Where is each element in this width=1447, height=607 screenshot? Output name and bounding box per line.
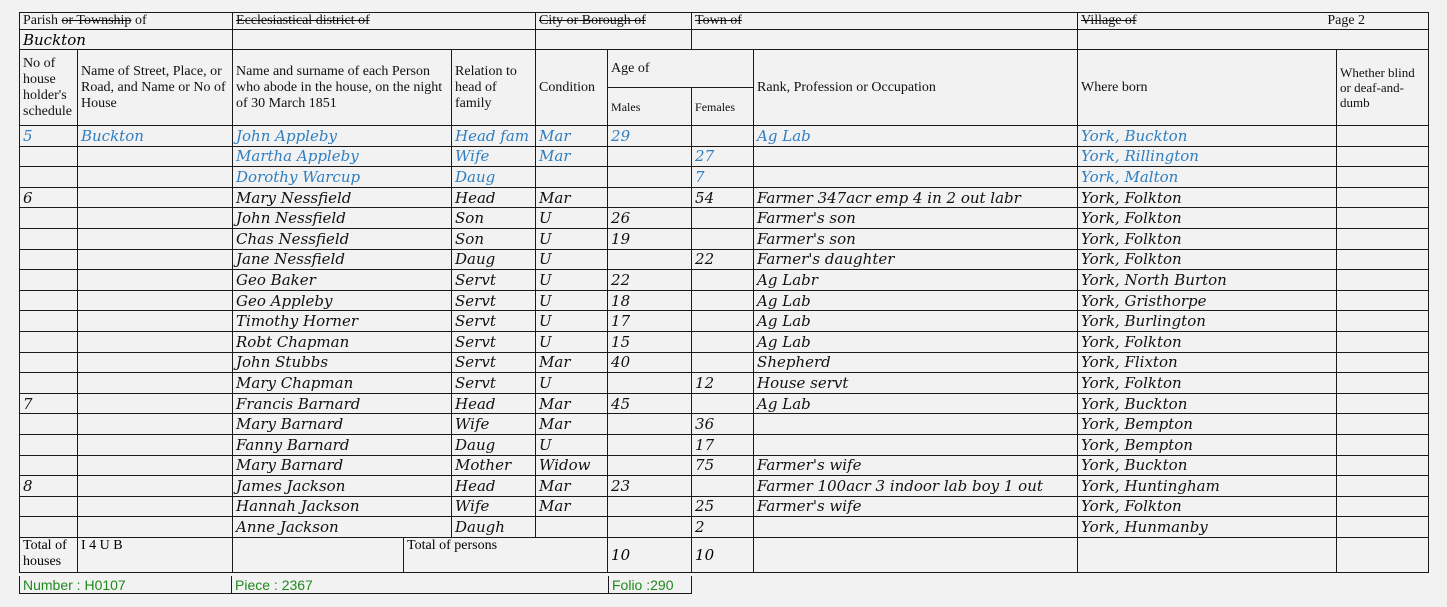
- relation-cell: Servt: [452, 290, 536, 311]
- female-age-cell: 75: [692, 455, 754, 476]
- relation-cell: Son: [452, 208, 536, 229]
- table-row: [20, 290, 1429, 311]
- condition-cell: Mar: [536, 414, 608, 435]
- occupation-cell: Shepherd: [754, 352, 1078, 373]
- column-header-row: [20, 50, 1429, 88]
- condition-cell: U: [536, 208, 608, 229]
- occupation-cell: Farmer 347acr emp 4 in 2 out labr: [754, 187, 1078, 208]
- condition-cell: Mar: [536, 393, 608, 414]
- street-cell: [78, 146, 233, 167]
- table-row: [20, 187, 1429, 208]
- name-cell: Francis Barnard: [233, 393, 452, 414]
- relation-cell: Wife: [452, 496, 536, 517]
- schedule-cell: [20, 290, 78, 311]
- entries: [20, 126, 1429, 538]
- female-age-cell: [692, 331, 754, 352]
- street-cell: [78, 352, 233, 373]
- blind-cell: [1337, 455, 1429, 476]
- birthplace-cell: York, Rillington: [1078, 146, 1337, 167]
- birthplace-cell: York, Folkton: [1078, 331, 1337, 352]
- relation-cell: Head: [452, 476, 536, 497]
- birthplace-cell: York, Folkton: [1078, 373, 1337, 394]
- name-cell: James Jackson: [233, 476, 452, 497]
- female-age-cell: [692, 126, 754, 147]
- birthplace-cell: York, Buckton: [1078, 126, 1337, 147]
- birthplace-cell: York, Burlington: [1078, 311, 1337, 332]
- male-age-cell: 18: [608, 290, 692, 311]
- schedule-cell: [20, 352, 78, 373]
- relation-cell: Wife: [452, 146, 536, 167]
- city-label: City or Borough of: [536, 13, 692, 30]
- table-row: [20, 414, 1429, 435]
- census-sheet: [19, 12, 1428, 573]
- total-persons-label: Total of persons: [407, 537, 498, 553]
- street-cell: [78, 476, 233, 497]
- blind-cell: [1337, 414, 1429, 435]
- name-cell: Hannah Jackson: [233, 496, 452, 517]
- name-cell: Mary Barnard: [233, 455, 452, 476]
- male-age-cell: [608, 455, 692, 476]
- occupation-cell: Ag Lab: [754, 290, 1078, 311]
- occupation-cell: Ag Labr: [754, 270, 1078, 291]
- table-row: [20, 146, 1429, 167]
- birthplace-cell: York, Folkton: [1078, 208, 1337, 229]
- table-row: [20, 228, 1429, 249]
- schedule-cell: [20, 496, 78, 517]
- condition-cell: U: [536, 228, 608, 249]
- schedule-cell: [20, 228, 78, 249]
- street-cell: [78, 249, 233, 270]
- birthplace-cell: York, Huntingham: [1078, 476, 1337, 497]
- condition-cell: U: [536, 373, 608, 394]
- schedule-cell: 7: [20, 393, 78, 414]
- occupation-cell: [754, 434, 1078, 455]
- relation-cell: Head: [452, 187, 536, 208]
- birthplace-cell: York, Bempton: [1078, 414, 1337, 435]
- male-age-cell: 22: [608, 270, 692, 291]
- table-row: [20, 476, 1429, 497]
- schedule-cell: 6: [20, 187, 78, 208]
- schedule-cell: [20, 331, 78, 352]
- relation-cell: Servt: [452, 373, 536, 394]
- blind-cell: [1337, 496, 1429, 517]
- street-cell: [78, 331, 233, 352]
- name-cell: John Nessfield: [233, 208, 452, 229]
- birthplace-cell: York, Folkton: [1078, 187, 1337, 208]
- folio-number: Folio :290: [608, 576, 692, 594]
- header-row: [20, 13, 1429, 30]
- male-age-cell: 45: [608, 393, 692, 414]
- male-age-cell: [608, 167, 692, 188]
- street-cell: Buckton: [78, 126, 233, 147]
- street-cell: [78, 373, 233, 394]
- name-cell: Mary Nessfield: [233, 187, 452, 208]
- blind-cell: [1337, 311, 1429, 332]
- street-cell: [78, 455, 233, 476]
- female-age-cell: 25: [692, 496, 754, 517]
- name-cell: Anne Jackson: [233, 517, 452, 538]
- female-age-cell: 17: [692, 434, 754, 455]
- schedule-cell: [20, 270, 78, 291]
- occupation-cell: Farmer's son: [754, 208, 1078, 229]
- female-age-cell: 36: [692, 414, 754, 435]
- name-cell: Geo Baker: [233, 270, 452, 291]
- census-table: [19, 12, 1429, 573]
- male-age-cell: [608, 146, 692, 167]
- male-age-cell: 40: [608, 352, 692, 373]
- occupation-cell: [754, 517, 1078, 538]
- town-label: Town of: [692, 13, 1078, 30]
- female-age-cell: 7: [692, 167, 754, 188]
- condition-cell: Mar: [536, 352, 608, 373]
- col-street: Name of Street, Place, or Road, and Name or No of House: [78, 50, 233, 126]
- relation-cell: Daug: [452, 167, 536, 188]
- relation-cell: Daugh: [452, 517, 536, 538]
- condition-cell: Widow: [536, 455, 608, 476]
- col-relation: Relation to head of family: [452, 50, 536, 126]
- schedule-cell: 8: [20, 476, 78, 497]
- blind-cell: [1337, 228, 1429, 249]
- condition-cell: Mar: [536, 146, 608, 167]
- relation-cell: Servt: [452, 311, 536, 332]
- birthplace-cell: York, Hunmanby: [1078, 517, 1337, 538]
- table-row: [20, 373, 1429, 394]
- blind-cell: [1337, 434, 1429, 455]
- blind-cell: [1337, 352, 1429, 373]
- birthplace-cell: York, Malton: [1078, 167, 1337, 188]
- male-age-cell: [608, 434, 692, 455]
- table-row: [20, 434, 1429, 455]
- street-cell: [78, 393, 233, 414]
- relation-cell: Daug: [452, 434, 536, 455]
- table-row: [20, 455, 1429, 476]
- col-condition: Condition: [536, 50, 608, 126]
- schedule-cell: [20, 167, 78, 188]
- relation-cell: Servt: [452, 331, 536, 352]
- table-row: [20, 393, 1429, 414]
- female-age-cell: 2: [692, 517, 754, 538]
- table-row: [20, 208, 1429, 229]
- blind-cell: [1337, 208, 1429, 229]
- ecclesiastical-label: Ecclesiastical district of: [233, 13, 536, 30]
- schedule-cell: [20, 517, 78, 538]
- blind-cell: [1337, 517, 1429, 538]
- occupation-cell: Farmer's son: [754, 228, 1078, 249]
- female-age-cell: 54: [692, 187, 754, 208]
- name-cell: Martha Appleby: [233, 146, 452, 167]
- birthplace-cell: York, North Burton: [1078, 270, 1337, 291]
- male-age-cell: 15: [608, 331, 692, 352]
- condition-cell: Mar: [536, 496, 608, 517]
- name-cell: Mary Barnard: [233, 414, 452, 435]
- street-cell: [78, 167, 233, 188]
- name-cell: John Appleby: [233, 126, 452, 147]
- female-age-cell: [692, 352, 754, 373]
- birthplace-cell: York, Buckton: [1078, 393, 1337, 414]
- table-row: [20, 167, 1429, 188]
- female-age-cell: [692, 476, 754, 497]
- condition-cell: U: [536, 434, 608, 455]
- male-age-cell: 26: [608, 208, 692, 229]
- total-females: 10: [692, 537, 754, 572]
- schedule-cell: [20, 373, 78, 394]
- name-cell: Fanny Barnard: [233, 434, 452, 455]
- occupation-cell: [754, 414, 1078, 435]
- relation-cell: Head fam: [452, 126, 536, 147]
- street-cell: [78, 208, 233, 229]
- blind-cell: [1337, 393, 1429, 414]
- piece-number: Piece : 2367: [231, 576, 609, 594]
- street-cell: [78, 228, 233, 249]
- schedule-cell: [20, 311, 78, 332]
- table-row: [20, 311, 1429, 332]
- condition-cell: U: [536, 311, 608, 332]
- col-females: Females: [692, 88, 754, 126]
- condition-cell: [536, 167, 608, 188]
- occupation-cell: Ag Lab: [754, 126, 1078, 147]
- schedule-cell: [20, 434, 78, 455]
- schedule-cell: [20, 455, 78, 476]
- condition-cell: [536, 517, 608, 538]
- occupation-cell: Farmer's wife: [754, 496, 1078, 517]
- blind-cell: [1337, 290, 1429, 311]
- birthplace-cell: York, Folkton: [1078, 496, 1337, 517]
- male-age-cell: [608, 187, 692, 208]
- male-age-cell: [608, 496, 692, 517]
- table-row: [20, 331, 1429, 352]
- female-age-cell: 12: [692, 373, 754, 394]
- parish-label: Parish or Township of: [20, 13, 233, 30]
- blind-cell: [1337, 373, 1429, 394]
- street-cell: [78, 517, 233, 538]
- total-houses-value: I 4 U B: [78, 537, 233, 572]
- female-age-cell: 22: [692, 249, 754, 270]
- name-cell: Dorothy Warcup: [233, 167, 452, 188]
- occupation-cell: [754, 146, 1078, 167]
- place-row: [20, 30, 1429, 50]
- occupation-cell: House servt: [754, 373, 1078, 394]
- birthplace-cell: York, Folkton: [1078, 249, 1337, 270]
- relation-cell: Daug: [452, 249, 536, 270]
- male-age-cell: 29: [608, 126, 692, 147]
- female-age-cell: [692, 270, 754, 291]
- page-number: Page 2: [1327, 13, 1366, 28]
- condition-cell: U: [536, 331, 608, 352]
- col-schedule: No of house holder's schedule: [20, 50, 78, 126]
- relation-cell: Servt: [452, 270, 536, 291]
- occupation-cell: Ag Lab: [754, 331, 1078, 352]
- blind-cell: [1337, 187, 1429, 208]
- birthplace-cell: York, Flixton: [1078, 352, 1337, 373]
- table-row: [20, 249, 1429, 270]
- occupation-cell: Farner's daughter: [754, 249, 1078, 270]
- birthplace-cell: York, Folkton: [1078, 228, 1337, 249]
- parish-name: Buckton: [20, 30, 233, 50]
- schedule-cell: [20, 414, 78, 435]
- record-number: Number : H0107: [19, 576, 232, 594]
- occupation-cell: [754, 167, 1078, 188]
- occupation-cell: Ag Lab: [754, 393, 1078, 414]
- male-age-cell: 17: [608, 311, 692, 332]
- col-blind: Whether blind or deaf-and-dumb: [1337, 50, 1429, 126]
- street-cell: [78, 187, 233, 208]
- name-cell: Robt Chapman: [233, 331, 452, 352]
- schedule-cell: [20, 146, 78, 167]
- street-cell: [78, 414, 233, 435]
- table-row: [20, 517, 1429, 538]
- col-age-of: Age of: [608, 50, 754, 88]
- blind-cell: [1337, 126, 1429, 147]
- street-cell: [78, 270, 233, 291]
- name-cell: Chas Nessfield: [233, 228, 452, 249]
- male-age-cell: 23: [608, 476, 692, 497]
- condition-cell: U: [536, 249, 608, 270]
- male-age-cell: [608, 517, 692, 538]
- blind-cell: [1337, 146, 1429, 167]
- condition-cell: Mar: [536, 476, 608, 497]
- male-age-cell: [608, 373, 692, 394]
- col-occupation: Rank, Profession or Occupation: [754, 50, 1078, 126]
- female-age-cell: [692, 228, 754, 249]
- female-age-cell: [692, 393, 754, 414]
- condition-cell: U: [536, 270, 608, 291]
- blind-cell: [1337, 249, 1429, 270]
- col-name: Name and surname of each Person who abode in the house, on the night of 30 March 1851: [233, 50, 452, 126]
- col-males: Males: [608, 88, 692, 126]
- female-age-cell: [692, 208, 754, 229]
- birthplace-cell: York, Buckton: [1078, 455, 1337, 476]
- male-age-cell: [608, 414, 692, 435]
- condition-cell: Mar: [536, 187, 608, 208]
- table-row: [20, 270, 1429, 291]
- schedule-cell: [20, 208, 78, 229]
- female-age-cell: [692, 290, 754, 311]
- total-persons-cell: [233, 537, 608, 572]
- name-cell: Geo Appleby: [233, 290, 452, 311]
- blind-cell: [1337, 270, 1429, 291]
- table-row: [20, 352, 1429, 373]
- street-cell: [78, 290, 233, 311]
- table-row: [20, 126, 1429, 147]
- male-age-cell: [608, 249, 692, 270]
- relation-cell: Servt: [452, 352, 536, 373]
- relation-cell: Wife: [452, 414, 536, 435]
- table-row: [20, 496, 1429, 517]
- total-houses-label: Total of houses: [20, 537, 78, 572]
- col-where-born: Where born: [1078, 50, 1337, 126]
- village-label: Village of Page 2: [1078, 13, 1429, 30]
- birthplace-cell: York, Bempton: [1078, 434, 1337, 455]
- name-cell: John Stubbs: [233, 352, 452, 373]
- relation-cell: Son: [452, 228, 536, 249]
- blind-cell: [1337, 476, 1429, 497]
- name-cell: Jane Nessfield: [233, 249, 452, 270]
- condition-cell: Mar: [536, 126, 608, 147]
- male-age-cell: 19: [608, 228, 692, 249]
- schedule-cell: 5: [20, 126, 78, 147]
- female-age-cell: 27: [692, 146, 754, 167]
- condition-cell: U: [536, 290, 608, 311]
- street-cell: [78, 434, 233, 455]
- occupation-cell: Ag Lab: [754, 311, 1078, 332]
- relation-cell: Mother: [452, 455, 536, 476]
- occupation-cell: Farmer's wife: [754, 455, 1078, 476]
- street-cell: [78, 496, 233, 517]
- total-males: 10: [608, 537, 692, 572]
- totals-row: [20, 537, 1429, 572]
- birthplace-cell: York, Gristhorpe: [1078, 290, 1337, 311]
- schedule-cell: [20, 249, 78, 270]
- blind-cell: [1337, 167, 1429, 188]
- occupation-cell: Farmer 100acr 3 indoor lab boy 1 out: [754, 476, 1078, 497]
- name-cell: Mary Chapman: [233, 373, 452, 394]
- relation-cell: Head: [452, 393, 536, 414]
- name-cell: Timothy Horner: [233, 311, 452, 332]
- blind-cell: [1337, 331, 1429, 352]
- female-age-cell: [692, 311, 754, 332]
- street-cell: [78, 311, 233, 332]
